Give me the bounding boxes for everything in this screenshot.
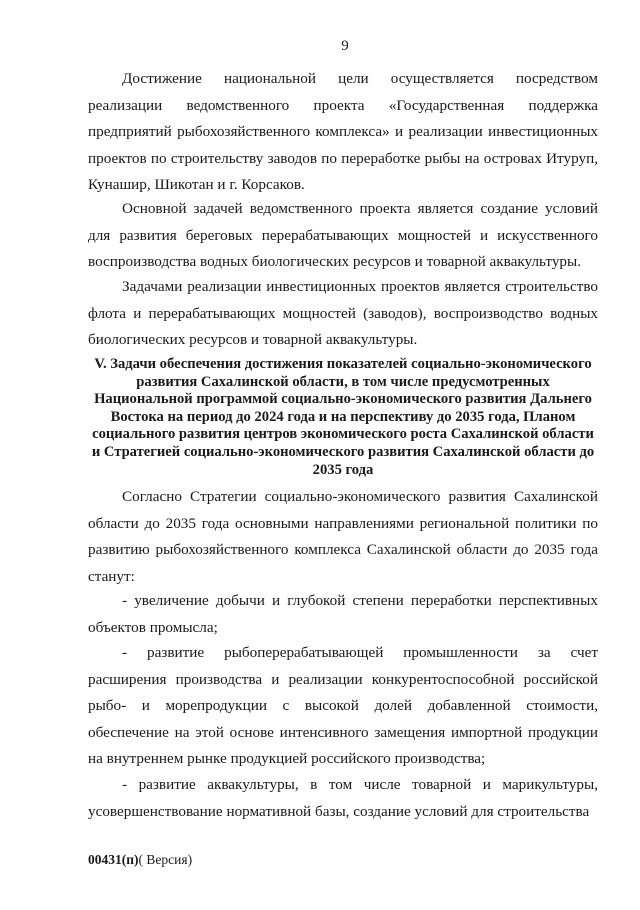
paragraph-text: Согласно Стратегии социально-экономического развития Сахалинской области до 2035 года основными направлениями региональной политики по развитию рыбохозяйственного комплекса Сахалинской области до 2035 года станут:: [88, 488, 598, 585]
paragraph-investment-tasks: [88, 274, 598, 354]
direction-item-processing: [88, 640, 598, 773]
document-version: ( Версия): [138, 852, 193, 867]
paragraph-national-goal: [88, 66, 598, 199]
page-number: 9: [341, 38, 349, 54]
section-heading: V. Задачи обеспечения достижения показателей социально-экономического развития Сахалинской области, в том числе предусмотренных Национальной программой социально-экономического развития Дальнего Востока на период до 2024 года и на перспективу до 2035 года, Планом социального развития центров экономического роста Сахалинской области и Стратегией социально-экономического развития Сахалинской области до 2035 года: [91, 356, 595, 478]
paragraph-text: Основной задачей ведомственного проекта является создание условий для развития береговых перерабатывающих мощностей и искусственного воспроизводства водных биологических ресурсов и товарной аквакультуры.: [88, 200, 598, 270]
direction-text: - развитие рыбоперерабатывающей промышленности за счет расширения производства и реализации конкурентоспособной российской рыбо- и морепродукции с высокой долей добавленной стоимости, обеспечение на этой основе интенсивного замещения импортной продукции на внутреннем рынке продукцией российского производства;: [88, 644, 598, 767]
direction-item-aquaculture: [88, 772, 598, 825]
direction-text: - увеличение добычи и глубокой степени переработки перспективных объектов промысла;: [88, 592, 598, 636]
direction-text: - развитие аквакультуры, в том числе товарной и марикультуры, усовершенствование нормативной базы, создание условий для строительства: [88, 776, 598, 820]
paragraph-text: Задачами реализации инвестиционных проектов является строительство флота и перерабатывающих мощностей (заводов), воспроизводство водных биологических ресурсов и товарной аквакультуры.: [88, 278, 598, 348]
document-footer: [88, 852, 192, 868]
direction-item-catch: [88, 588, 598, 641]
paragraph-strategy: [88, 484, 598, 590]
paragraph-main-task: [88, 196, 598, 276]
document-code: 00431(п): [88, 852, 139, 867]
paragraph-text: Достижение национальной цели осуществляется посредством реализации ведомственного проекта «Государственная поддержка предприятий рыбохозяйственного комплекса» и реализации инвестиционных проектов по строительству заводов по переработке рыбы на островах Итуруп, Кунашир, Шикотан и г. Корсаков.: [88, 70, 598, 193]
